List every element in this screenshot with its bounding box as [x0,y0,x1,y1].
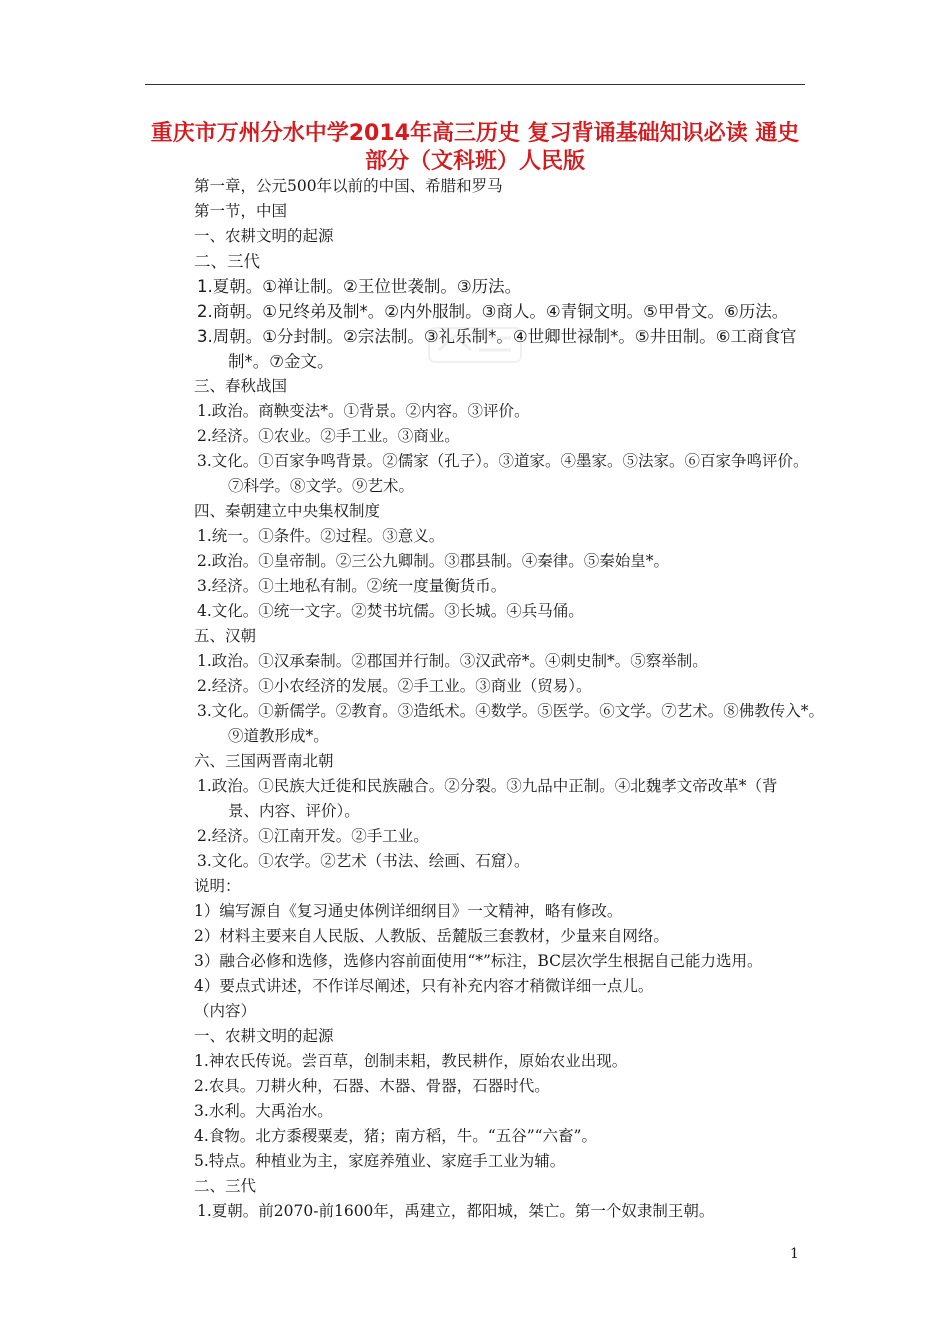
text-line: 3.经济。①土地私有制。②统一度量衡货币。 [197,577,507,595]
text-line: 三、春秋战国 [194,377,288,395]
text-line: 四、秦朝建立中央集权制度 [194,502,381,520]
text-line: （内容） [194,1002,257,1020]
title-line-1: 重庆市万州分水中学2014年高三历史 复习背诵基础知识必读 通史 [150,121,800,146]
text-line: 3）融合必修和选修，选修内容前面使用“*”标注，BC层次学生根据自己能力选用。 [194,952,763,970]
text-line: 5.特点。种植业为主，家庭养殖业、家庭手工业为辅。 [194,1152,566,1170]
text-line: 2.农具。刀耕火种，石器、木器、骨器，石器时代。 [194,1077,550,1095]
text-line: 3.文化。①农学。②艺术（书法、绘画、石窟）。 [197,852,530,870]
text-line: 3.周朝。①分封制。②宗法制。③礼乐制*。④世卿世禄制*。⑤井田制。⑥工商食官 [197,327,797,346]
text-line: 一、农耕文明的起源 [194,227,334,245]
text-line: 六、三国两晋南北朝 [194,752,334,770]
text-line: 五、汉朝 [194,627,257,645]
text-line: 景、内容、评价）。 [228,802,360,820]
text-line: 1.神农氏传说。尝百草，创制耒耜，教民耕作，原始农业出现。 [194,1052,628,1070]
text-line: 1.政治。①汉承秦制。②郡国并行制。③汉武帝*。④刺史制*。⑤察举制。 [197,652,708,670]
text-line: 第一章，公元500年以前的中国、希腊和罗马 [194,177,503,195]
text-line: 2.政治。①皇帝制。②三公九卿制。③郡县制。④秦律。⑤秦始皇*。 [197,552,670,570]
text-line: 1）编写源自《复习通史体例详细纲目》一文精神，略有修改。 [194,902,623,920]
text-line: 1.政治。商鞅变法*。①背景。②内容。③评价。 [197,402,530,420]
text-line: 1.统一。①条件。②过程。③意义。 [197,527,445,545]
page-number: 1 [790,1246,799,1262]
text-line: 2.经济。①小农经济的发展。②手工业。③商业（贸易）。 [197,677,592,695]
document-title [130,120,820,176]
text-line: 二、三代 [194,1177,257,1195]
text-line: 4）要点式讲述，不作详尽阐述，只有补充内容才稍微详细一点儿。 [194,977,654,995]
text-line: 3.水利。大禹治水。 [194,1102,333,1120]
text-line: 3.文化。①新儒学。②教育。③造纸术。④数学。⑤医学。⑥文学。⑦艺术。⑧佛教传入*。 [197,702,825,720]
text-line: 2.经济。①农业。②手工业。③商业。 [197,427,460,445]
text-line: 2）材料主要来自人民版、人教版、岳麓版三套教材，少量来自网络。 [194,927,669,945]
header-rule [145,84,805,85]
text-line: 2.经济。①江南开发。②手工业。 [197,827,429,845]
text-line: 4.文化。①统一文字。②焚书坑儒。③长城。④兵马俑。 [197,602,584,620]
text-line: 第一节，中国 [194,202,288,220]
text-line: 二、三代 [194,252,260,271]
text-line: ⑨道教形成*。 [228,727,329,745]
text-line: 4.食物。北方黍稷粟麦，猪；南方稻，牛。“五谷”“六畜”。 [194,1127,597,1145]
text-line: 2.商朝。①兄终弟及制*。②内外服制。③商人。④青铜文明。⑤甲骨文。⑥历法。 [197,302,789,321]
title-line-2: 部分（文科班）人民版 [364,149,585,174]
text-line: 1.政治。①民族大迁徙和民族融合。②分裂。③九品中正制。④北魏孝文帝改革*（背 [197,777,778,795]
text-line: 制*。⑦金文。 [228,352,334,371]
text-line: 1.夏朝。前2070-前1600年，禹建立，都阳城，桀亡。第一个奴隶制王朝。 [197,1202,715,1220]
document-body [0,174,950,1224]
text-line: 3.文化。①百家争鸣背景。②儒家（孔子）。③道家。④墨家。⑤法家。⑥百家争鸣评价。 [197,452,809,470]
text-line: 一、农耕文明的起源 [194,1027,334,1045]
text-line: 1.夏朝。①禅让制。②王位世袭制。③历法。 [197,277,522,296]
text-line: 说明： [194,877,241,895]
text-line: ⑦科学。⑧文学。⑨艺术。 [228,477,415,495]
